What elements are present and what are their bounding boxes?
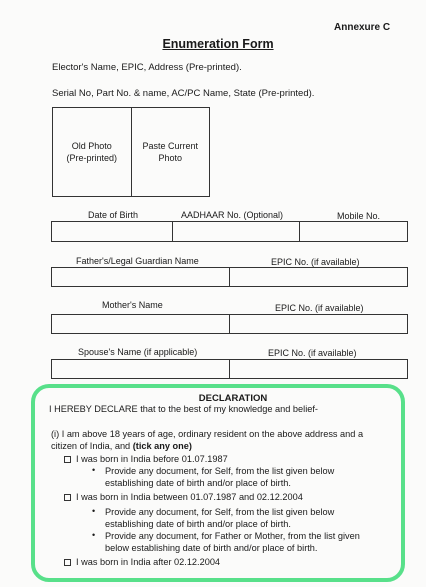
photo-box bbox=[52, 107, 210, 197]
mother-epic-label: EPIC No. (if available) bbox=[275, 303, 364, 313]
spouse-epic-label: EPIC No. (if available) bbox=[268, 348, 357, 358]
dob-label: Date of Birth bbox=[88, 210, 139, 220]
spouse-epic-field[interactable] bbox=[229, 360, 407, 378]
father-name-label: Father's/Legal Guardian Name bbox=[76, 256, 199, 266]
spouse-name-label: Spouse's Name (if applicable) bbox=[78, 347, 198, 357]
option-born-after-2004[interactable] bbox=[64, 557, 220, 569]
aadhaar-field[interactable] bbox=[172, 222, 299, 241]
declaration-clause-line2 bbox=[51, 441, 192, 453]
bullet-icon: • bbox=[92, 506, 96, 516]
spouse-row bbox=[51, 359, 408, 379]
annexure-label: Annexure C bbox=[334, 22, 391, 33]
dob-field[interactable] bbox=[52, 222, 172, 241]
option2-bullet1-line2: establishing date of birth and/or place of birth. bbox=[105, 519, 291, 529]
father-name-field[interactable] bbox=[52, 268, 229, 286]
bullet-icon: • bbox=[92, 465, 96, 475]
option3-checkbox[interactable] bbox=[64, 559, 71, 566]
mobile-field[interactable] bbox=[299, 222, 407, 241]
dob-aadhaar-mobile-row bbox=[51, 221, 408, 242]
option1-checkbox[interactable] bbox=[64, 456, 71, 463]
paste-photo-cell[interactable] bbox=[131, 108, 210, 196]
preprinted-line-serial: Serial No, Part No. & name, AC/PC Name, State (Pre-printed). bbox=[52, 88, 315, 99]
paste-photo-label: Paste Current Photo bbox=[142, 141, 199, 163]
aadhaar-label: AADHAAR No. (Optional) bbox=[181, 210, 284, 220]
bullet-icon: • bbox=[92, 530, 96, 540]
declaration-clause-line1: (i) I am above 18 years of age, ordinary resident on the above address and a bbox=[51, 429, 364, 439]
option1-label: I was born in India before 01.07.1987 bbox=[76, 454, 228, 464]
declaration-title: DECLARATION bbox=[198, 393, 268, 404]
declaration-clause-text: citizen of India, and bbox=[51, 441, 133, 451]
option2-bullet2-line1: Provide any document, for Father or Mother, from the list given bbox=[105, 531, 360, 541]
declaration-intro: I HEREBY DECLARE that to the best of my knowledge and belief- bbox=[49, 404, 318, 414]
father-epic-label: EPIC No. (if available) bbox=[271, 257, 360, 267]
option-born-before-1987[interactable] bbox=[64, 454, 228, 466]
option2-bullet1-line1: Provide any document, for Self, from the list given below bbox=[105, 507, 335, 517]
father-epic-field[interactable] bbox=[229, 268, 407, 286]
option1-bullet1-line2: establishing date of birth and/or place of birth. bbox=[105, 478, 291, 488]
option1-bullet1-line1: Provide any document, for Self, from the list given below bbox=[105, 466, 335, 476]
father-row bbox=[51, 267, 408, 287]
preprinted-line-elector: Elector's Name, EPIC, Address (Pre-printed). bbox=[52, 62, 242, 73]
form-title: Enumeration Form bbox=[162, 37, 274, 51]
mother-row bbox=[51, 314, 408, 334]
spouse-name-field[interactable] bbox=[52, 360, 229, 378]
mother-epic-field[interactable] bbox=[229, 315, 407, 333]
option-born-1987-2004[interactable] bbox=[64, 492, 303, 504]
option2-checkbox[interactable] bbox=[64, 494, 71, 501]
tick-any-one-label: (tick any one) bbox=[132, 441, 192, 451]
mobile-label: Mobile No. bbox=[337, 211, 381, 221]
option3-label: I was born in India after 02.12.2004 bbox=[76, 557, 221, 567]
old-photo-cell bbox=[53, 108, 131, 196]
mother-name-field[interactable] bbox=[52, 315, 229, 333]
mother-name-label: Mother's Name bbox=[102, 300, 163, 310]
option2-bullet2-line2: below establishing date of birth and/or place of birth. bbox=[105, 543, 318, 553]
option2-label: I was born in India between 01.07.1987 and 02.12.2004 bbox=[76, 492, 303, 502]
old-photo-label: Old Photo (Pre-printed) bbox=[66, 141, 117, 163]
